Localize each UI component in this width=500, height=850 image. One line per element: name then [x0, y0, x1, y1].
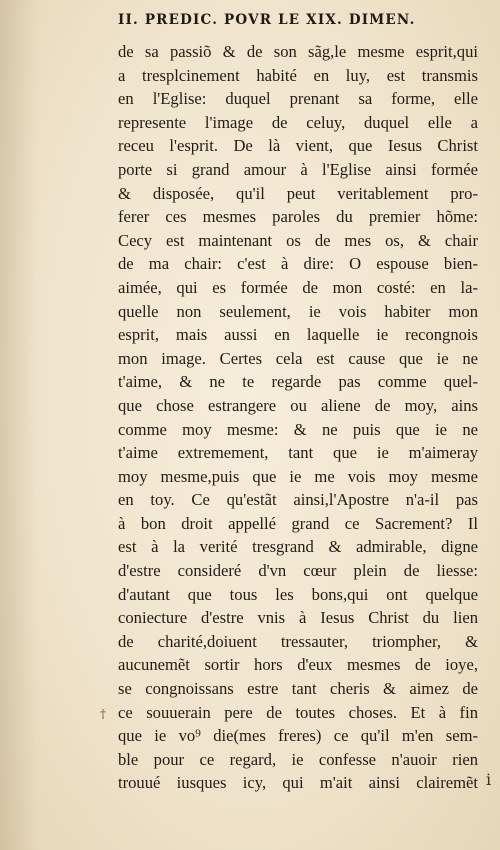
text-line: coniecture d'estre vnis à Iesus Christ du lien: [118, 608, 478, 628]
text-line: Cecy est maintenant os de mes os, & chair: [118, 230, 478, 250]
text-line: d'estre consideré d'vn cœur plein de liesse:: [118, 561, 478, 581]
text-line: ferer ces mesmes paroles du premier hõme:: [118, 207, 478, 227]
text-line: que ie vo⁹ die(mes freres) ce qu'il m'en sem-: [118, 726, 478, 746]
text-line: represente l'image de celuy, duquel elle a: [118, 112, 478, 132]
text-line: de sa passiõ & de son sãg,le mesme esprit,qui: [118, 42, 478, 61]
gutter-shadow: [0, 0, 38, 850]
text-line: trouué iusques icy, qui m'ait ainsi clairemẽt: [118, 773, 478, 793]
text-line: porte si grand amour à l'Eglise ainsi formée: [118, 159, 478, 179]
text-line: de ma chair: c'est à dire: O espouse bien-: [118, 254, 478, 274]
text-line: en l'Eglise: duquel prenant sa forme, elle: [118, 89, 478, 109]
text-line: quelle non seulement, ie vois habiter mon: [118, 301, 478, 321]
text-line: se congnoissans estre tant cheris & aimez de: [118, 679, 478, 699]
running-head: II. PREDIC. POVR LE XIX. DIMEN.: [118, 12, 416, 28]
text-line: à bon droit appellé grand ce Sacrement? Il: [118, 513, 478, 533]
text-line: mon image. Certes cela est cause que ie ne: [118, 348, 478, 368]
text-line: comme moy mesme: & ne puis que ie ne: [118, 419, 478, 439]
text-line: moy mesme,puis que ie me vois moy mesme: [118, 466, 478, 486]
text-line: ble pour ce regard, ie confesse n'auoir rien: [118, 749, 478, 769]
text-line: & disposée, qu'il peut veritablement pro-: [118, 183, 478, 203]
text-line: aimée, qui es formée de mon costé: en la-: [118, 277, 478, 297]
text-line: receu l'esprit. De là vient, que Iesus Christ: [118, 136, 478, 156]
text-line: que chose estrangere ou aliene de moy, ains: [118, 395, 478, 415]
text-line: est à la verité tresgrand & admirable, digne: [118, 537, 478, 557]
text-line: aucunemẽt sortir hors d'eux mesmes de ioye,: [118, 655, 478, 675]
text-line: a tresplcinement habité en luy, est transmis: [118, 65, 478, 85]
text-line: de charité,doiuent tressauter, triompher, &: [118, 631, 478, 651]
text-line: t'aime, & ne te regarde pas comme quel-: [118, 372, 478, 392]
left-margin-mark: †: [100, 707, 106, 721]
text-line: ce souuerain pere de toutes choses. Et à fin: [118, 702, 478, 722]
text-line: d'autant que tous les bons,qui ont quelque: [118, 584, 478, 604]
right-margin-mark: ⅰ: [486, 770, 492, 789]
text-line: t'aime extremement, tant que ie m'aimeray: [118, 443, 478, 463]
text-line: esprit, mais aussi en laquelle ie recongnois: [118, 325, 478, 345]
text-line: en toy. Ce qu'estãt ainsi,l'Apostre n'a-il pas: [118, 490, 478, 510]
body-text: [118, 40, 478, 795]
